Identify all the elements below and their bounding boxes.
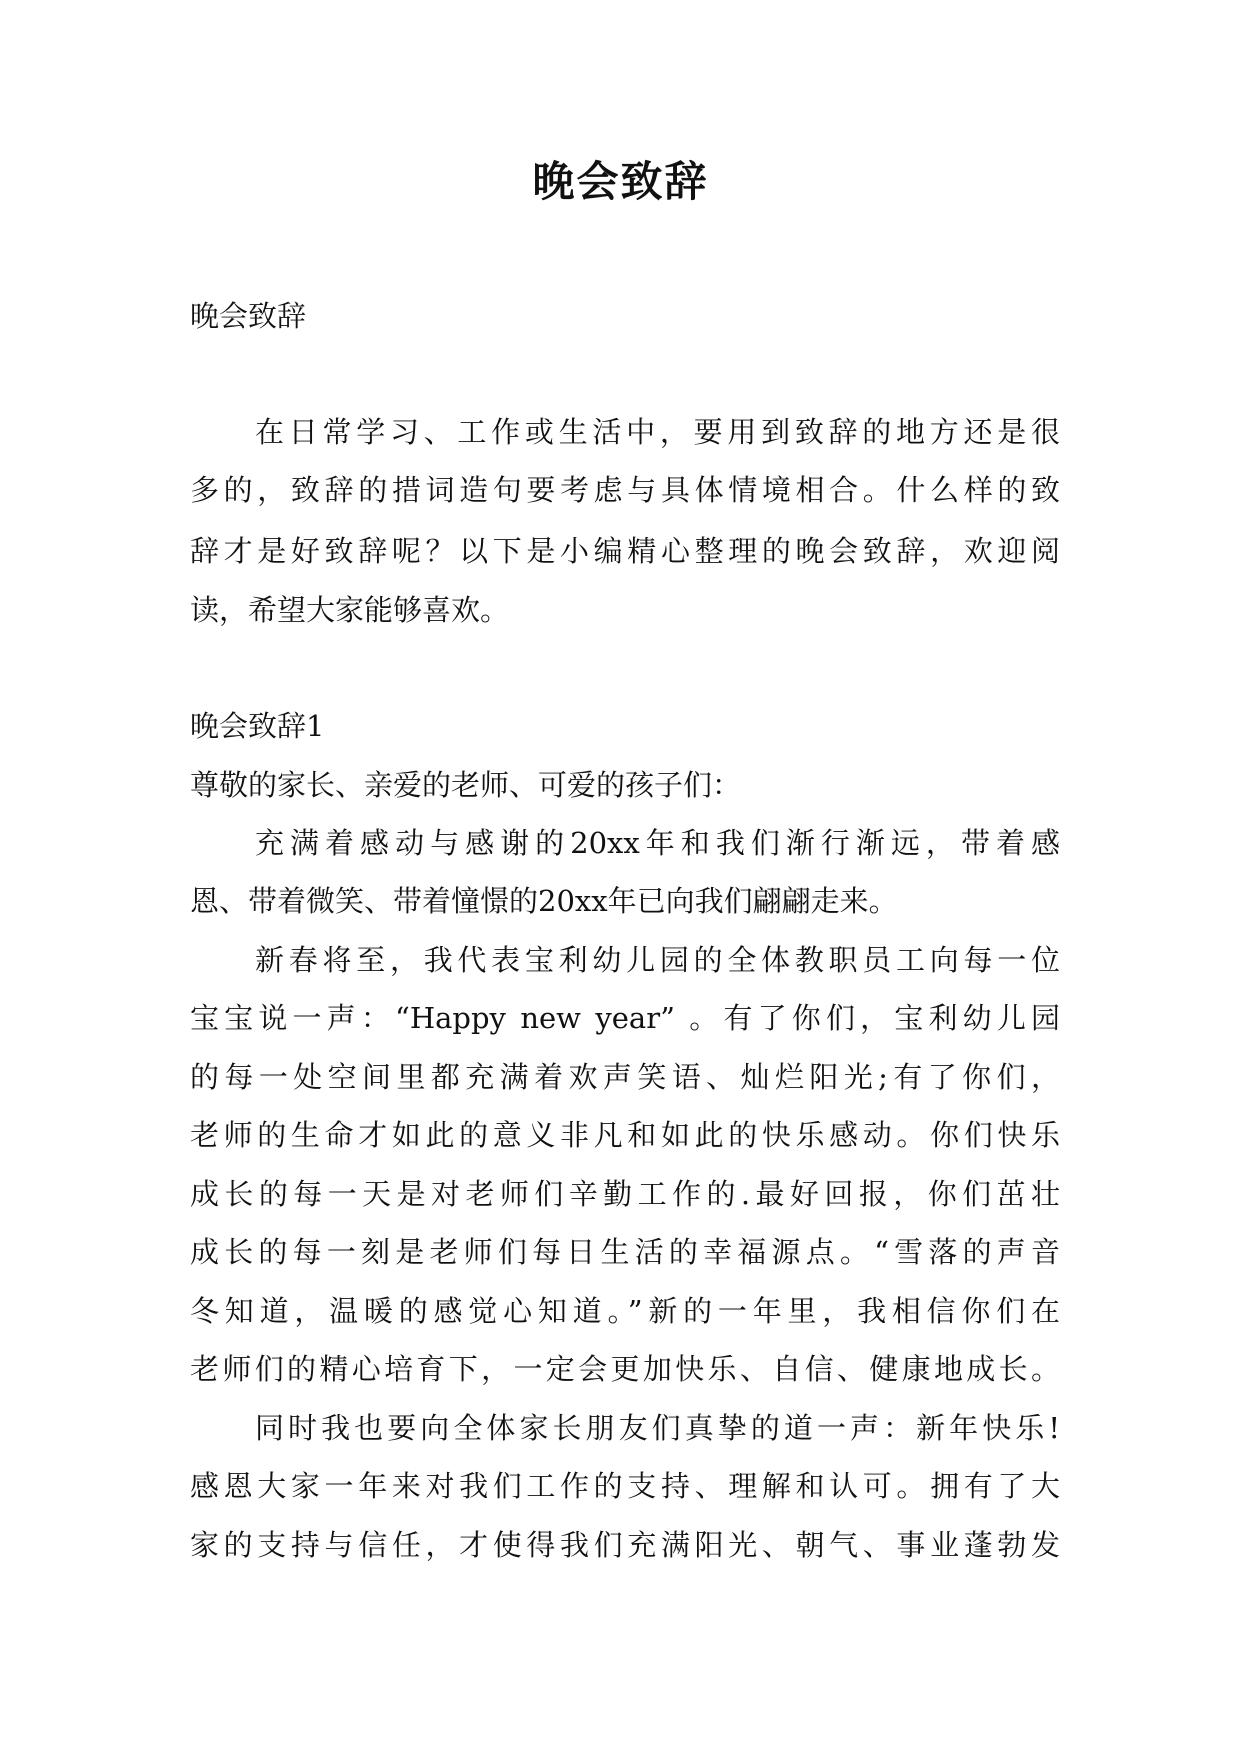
intro-line-1: 在日常学习、工作或生活中，要用到致辞的地方还是很	[255, 415, 1060, 449]
document-subtitle: 晚会致辞	[190, 299, 307, 333]
body-line-13: 家的支持与信任，才使得我们充满阳光、朝气、事业蓬勃发	[190, 1528, 1060, 1562]
intro-line-4: 读，希望大家能够喜欢。	[190, 593, 510, 627]
body-line-1: 充满着感动与感谢的20xx年和我们渐行渐远，带着感	[255, 826, 1060, 860]
body-line-6: 老师的生命才如此的意义非凡和如此的快乐感动。你们快乐	[190, 1118, 1060, 1152]
intro-line-3: 辞才是好致辞呢？以下是小编精心整理的晚会致辞，欢迎阅	[190, 534, 1060, 568]
body-line-5: 的每一处空间里都充满着欢声笑语、灿烂阳光;有了你们，	[190, 1060, 1060, 1094]
body-line-12: 感恩大家一年来对我们工作的支持、理解和认可。拥有了大	[190, 1469, 1060, 1503]
intro-line-2: 多的，致辞的措词造句要考虑与具体情境相合。什么样的致	[190, 473, 1060, 507]
body-line-2: 恩、带着微笑、带着憧憬的20xx年已向我们翩翩走来。	[190, 884, 898, 918]
section-heading: 晚会致辞1	[190, 709, 325, 743]
body-line-11: 同时我也要向全体家长朋友们真挚的道一声：新年快乐!	[255, 1411, 1060, 1445]
document-title: 晚会致辞	[532, 157, 709, 206]
body-line-3: 新春将至，我代表宝利幼儿园的全体教职员工向每一位	[255, 943, 1060, 977]
body-line-9: 冬知道，温暖的感觉心知道。”新的一年里，我相信你们在	[190, 1294, 1060, 1328]
salutation: 尊敬的家长、亲爱的老师、可爱的孩子们：	[190, 768, 742, 802]
body-line-8: 成长的每一刻是老师们每日生活的幸福源点。“雪落的声音	[190, 1235, 1060, 1269]
body-line-10: 老师们的精心培育下，一定会更加快乐、自信、健康地成长。	[190, 1352, 1060, 1386]
body-line-7: 成长的每一天是对老师们辛勤工作的.最好回报，你们茁壮	[190, 1177, 1060, 1211]
body-line-4: 宝宝说一声：“Happy new year” 。有了你们，宝利幼儿园	[190, 1001, 1060, 1035]
